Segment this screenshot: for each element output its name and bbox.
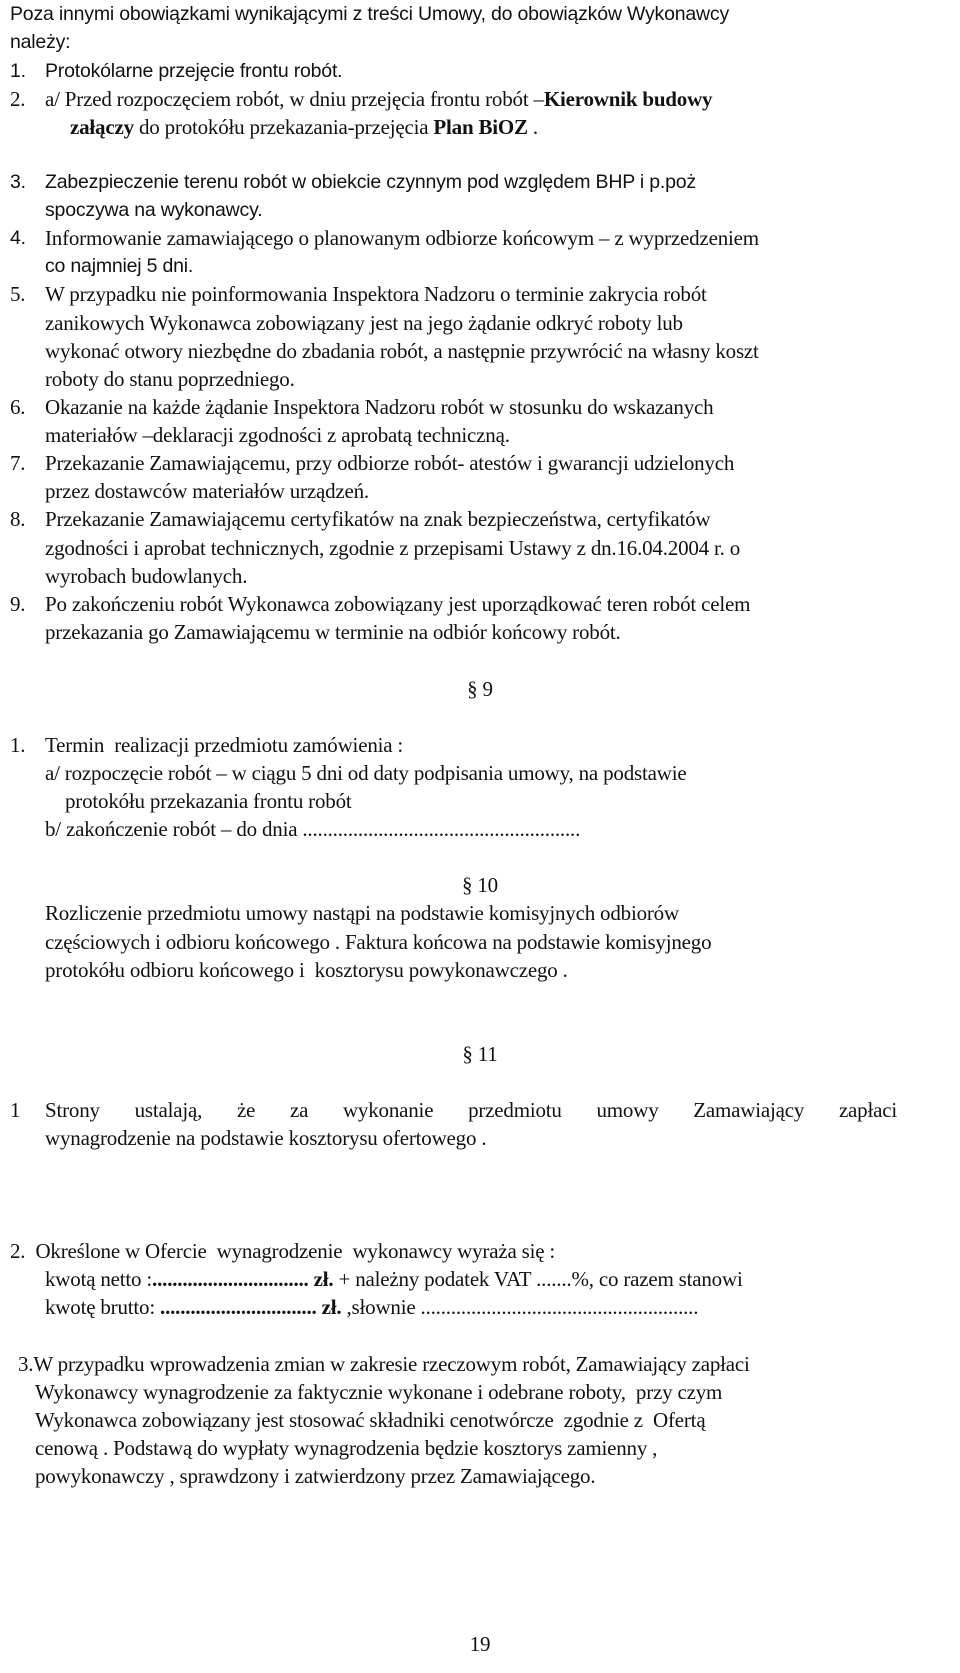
obligation-2-number: 2. bbox=[10, 87, 26, 111]
obligation-6-line-1: Okazanie na każde żądanie Inspektora Nadzoru robót w stosunku do wskazanych bbox=[45, 395, 714, 419]
obligation-1-text: Protokólarne przejęcie frontu robót. bbox=[45, 60, 343, 82]
obligation-3-number: 3. bbox=[10, 171, 26, 193]
gross-amount-dots: ............................... zł. bbox=[160, 1295, 342, 1319]
section-9-heading: § 9 bbox=[467, 677, 493, 701]
section-11-item-2-line-3 bbox=[45, 1293, 698, 1321]
section-10-heading: § 10 bbox=[462, 873, 498, 897]
section-11-item-2-line-2 bbox=[45, 1265, 743, 1293]
net-amount-label: kwotą netto : bbox=[45, 1267, 153, 1291]
page-number: 19 bbox=[469, 1632, 491, 1656]
section-10-line-1: Rozliczenie przedmiotu umowy nastąpi na podstawie komisyjnych odbiorów bbox=[45, 901, 679, 925]
section-10-line-2: częściowych i odbioru końcowego . Faktura końcowa na podstawie komisyjnego bbox=[45, 930, 712, 954]
obligation-7-number: 7. bbox=[10, 451, 26, 475]
section-9-item-1-line-3: protokółu przekazania frontu robót bbox=[65, 789, 352, 813]
net-currency: zł. bbox=[308, 1267, 334, 1291]
obligation-5-number: 5. bbox=[10, 282, 26, 306]
obligation-2-mid: do protokółu przekazania-przejęcia bbox=[133, 115, 434, 139]
section-11-item-3-line-2: Wykonawcy wynagrodzenie za faktycznie wykonane i odebrane roboty, przy czym bbox=[35, 1380, 723, 1404]
section-10-line-3: protokółu odbioru końcowego i kosztorysu powykonawczego . bbox=[45, 958, 568, 982]
obligation-1-number: 1. bbox=[10, 60, 26, 82]
section-9-item-1-line-4: b/ zakończenie robót – do dnia ....................................................... bbox=[45, 817, 581, 841]
gross-amount-label: kwotę brutto: bbox=[45, 1295, 161, 1319]
obligation-8-number: 8. bbox=[10, 507, 26, 531]
section-11-heading: § 11 bbox=[462, 1042, 498, 1066]
section-9-item-1-number: 1. bbox=[10, 733, 26, 757]
vat-text: + należny podatek VAT .......%, co razem stanowi bbox=[333, 1267, 743, 1291]
section-11-item-3-line-5: powykonawczy , sprawdzony i zatwierdzony przez Zamawiającego. bbox=[35, 1464, 596, 1488]
obligation-7-line-1: Przekazanie Zamawiającemu, przy odbiorze robót- atestów i gwarancji udzielonych bbox=[45, 451, 735, 475]
obligation-8-line-3: wyrobach budowlanych. bbox=[45, 564, 248, 588]
obligation-9-number: 9. bbox=[10, 592, 26, 616]
section-11-item-3-line-3: Wykonawca zobowiązany jest stosować składniki cenotwórcze zgodnie z Ofertą bbox=[35, 1408, 706, 1432]
obligation-2-bold-role: Kierownik budowy bbox=[543, 87, 713, 111]
section-11-item-1-line-2: wynagrodzenie na podstawie kosztorysu ofertowego . bbox=[45, 1126, 487, 1150]
obligation-3-line-1: Zabezpieczenie terenu robót w obiekcie czynnym pod względem BHP i p.poż bbox=[45, 171, 696, 193]
obligation-2-end: . bbox=[527, 115, 538, 139]
net-amount-dots: ............................... bbox=[152, 1267, 309, 1291]
obligation-4-line-1: Informowanie zamawiającego o planowanym odbiorze końcowym – z wyprzedzeniem bbox=[45, 226, 759, 250]
obligation-6-number: 6. bbox=[10, 395, 26, 419]
obligation-7-line-2: przez dostawców materiałów urządzeń. bbox=[45, 479, 369, 503]
section-11-item-3-line-1: 3.W przypadku wprowadzenia zmian w zakresie rzeczowym robót, Zamawiający zapłaci bbox=[18, 1352, 750, 1376]
obligation-9-line-2: przekazania go Zamawiającemu w terminie na odbiór końcowy robót. bbox=[45, 620, 621, 644]
obligation-3-line-2: spoczywa na wykonawcy. bbox=[45, 199, 263, 221]
obligation-2-bold-verb: załączy bbox=[70, 115, 134, 139]
section-11-item-1-number: 1 bbox=[10, 1098, 21, 1122]
obligation-5-line-2: zanikowych Wykonawca zobowiązany jest na jego żądanie odkryć roboty lub bbox=[45, 311, 683, 335]
in-words-text: ,słownie ....................................................... bbox=[341, 1295, 699, 1319]
obligation-8-line-1: Przekazanie Zamawiającemu certyfikatów na znak bezpieczeństwa, certyfikatów bbox=[45, 507, 711, 531]
obligation-5-line-4: roboty do stanu poprzedniego. bbox=[45, 367, 295, 391]
intro-line-2: należy: bbox=[10, 31, 71, 53]
obligation-2-text: a/ Przed rozpoczęciem robót, w dniu przejęcia frontu robót – bbox=[45, 87, 544, 111]
obligation-2-bold-plan: Plan BiOZ bbox=[433, 115, 528, 139]
obligation-4-line-2: co najmniej 5 dni. bbox=[45, 255, 194, 277]
section-9-item-1-line-1: Termin realizacji przedmiotu zamówienia : bbox=[45, 733, 404, 757]
obligation-6-line-2: materiałów –deklaracji zgodności z aprobatą techniczną. bbox=[45, 423, 510, 447]
intro-line-1: Poza innymi obowiązkami wynikającymi z treści Umowy, do obowiązków Wykonawcy bbox=[10, 3, 730, 25]
section-9-item-1-line-2: a/ rozpoczęcie robót – w ciągu 5 dni od daty podpisania umowy, na podstawie bbox=[45, 761, 687, 785]
obligation-5-line-3: wykonać otwory niezbędne do zbadania robót, a następnie przywrócić na własny koszt bbox=[45, 339, 759, 363]
section-11-item-3-line-4: cenową . Podstawą do wypłaty wynagrodzenia będzie kosztorys zamienny , bbox=[35, 1436, 658, 1460]
section-11-item-2-line-1: 2. Określone w Ofercie wynagrodzenie wykonawcy wyraża się : bbox=[10, 1239, 556, 1263]
obligation-8-line-2: zgodności i aprobat technicznych, zgodnie z przepisami Ustawy z dn.16.04.2004 r. o bbox=[45, 536, 741, 560]
obligation-2-line-2 bbox=[70, 113, 538, 141]
section-11-item-1-line-1: Strony ustalają, że za wykonanie przedmiotu umowy Zamawiający zapłaci bbox=[45, 1098, 897, 1122]
obligation-4-number: 4. bbox=[10, 227, 26, 249]
obligation-9-line-1: Po zakończeniu robót Wykonawca zobowiązany jest uporządkować teren robót celem bbox=[45, 592, 751, 616]
obligation-2-line-1 bbox=[45, 85, 712, 113]
obligation-5-line-1: W przypadku nie poinformowania Inspektora Nadzoru o terminie zakrycia robót bbox=[45, 282, 707, 306]
